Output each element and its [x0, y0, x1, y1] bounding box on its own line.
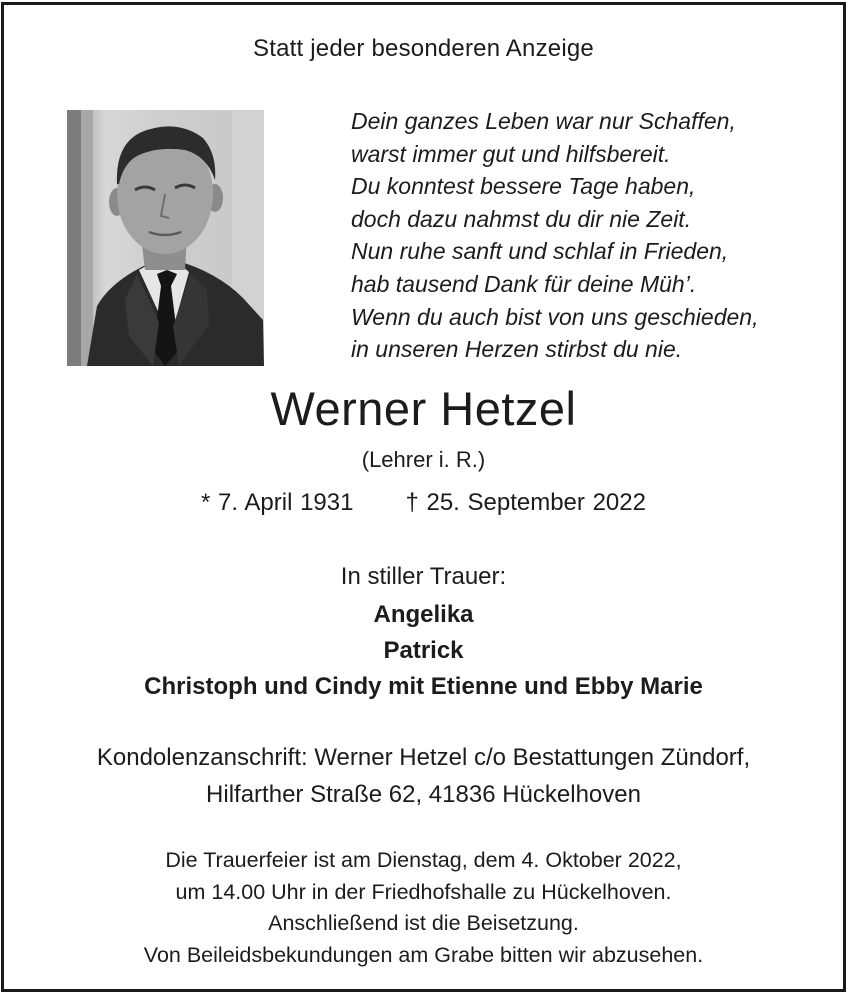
deceased-title: (Lehrer i. R.) — [361, 447, 486, 472]
birth-date: * 7. April 1931 — [201, 489, 354, 516]
obituary-notice — [1, 2, 846, 992]
poem-line: doch dazu nahmst du dir nie Zeit. — [351, 205, 692, 232]
condolence-address — [4, 739, 843, 813]
condolence-address-line: Hilfarther Straße 62, 41836 Hückelhoven — [206, 781, 641, 808]
mourner-name: Christoph und Cindy mit Etienne und Ebby Marie — [144, 673, 703, 700]
notice-header: Statt jeder besonderen Anzeige — [253, 35, 594, 62]
poem-line: warst immer gut und hilfsbereit. — [351, 140, 671, 167]
mourners-list — [4, 597, 843, 705]
condolence-address-line: Kondolenzanschrift: Werner Hetzel c/o Bestattungen Zündorf, — [96, 744, 751, 771]
service-line: Die Trauerfeier ist am Dienstag, dem 4. Oktober 2022, — [165, 848, 682, 872]
poem-line: Wenn du auch bist von uns geschieden, — [351, 303, 759, 330]
deceased-name: Werner Hetzel — [270, 382, 577, 435]
poem-line: hab tausend Dank für deine Müh’. — [351, 270, 697, 297]
mourners-intro: In stiller Trauer: — [340, 563, 507, 590]
life-dates — [4, 489, 843, 517]
portrait-photo — [67, 110, 264, 366]
poem-line: Du konntest bessere Tage haben, — [351, 173, 696, 200]
service-line: Anschließend ist die Beisetzung. — [268, 911, 579, 935]
mourner-name: Patrick — [383, 637, 464, 664]
funeral-service-info — [4, 845, 843, 971]
mourner-name: Angelika — [373, 601, 474, 628]
poem-line: in unseren Herzen stirbst du nie. — [351, 336, 683, 363]
poem-line: Dein ganzes Leben war nur Schaffen, — [351, 108, 736, 134]
portrait-illustration — [67, 110, 264, 366]
service-line: Von Beileidsbekundungen am Grabe bitten wir abzusehen. — [143, 942, 704, 967]
poem — [351, 105, 758, 366]
death-date: † 25. September 2022 — [405, 489, 646, 516]
service-line: um 14.00 Uhr in der Friedhofshalle zu Hückelhoven. — [175, 879, 672, 904]
poem-line: Nun ruhe sanft und schlaf in Frieden, — [351, 238, 729, 265]
